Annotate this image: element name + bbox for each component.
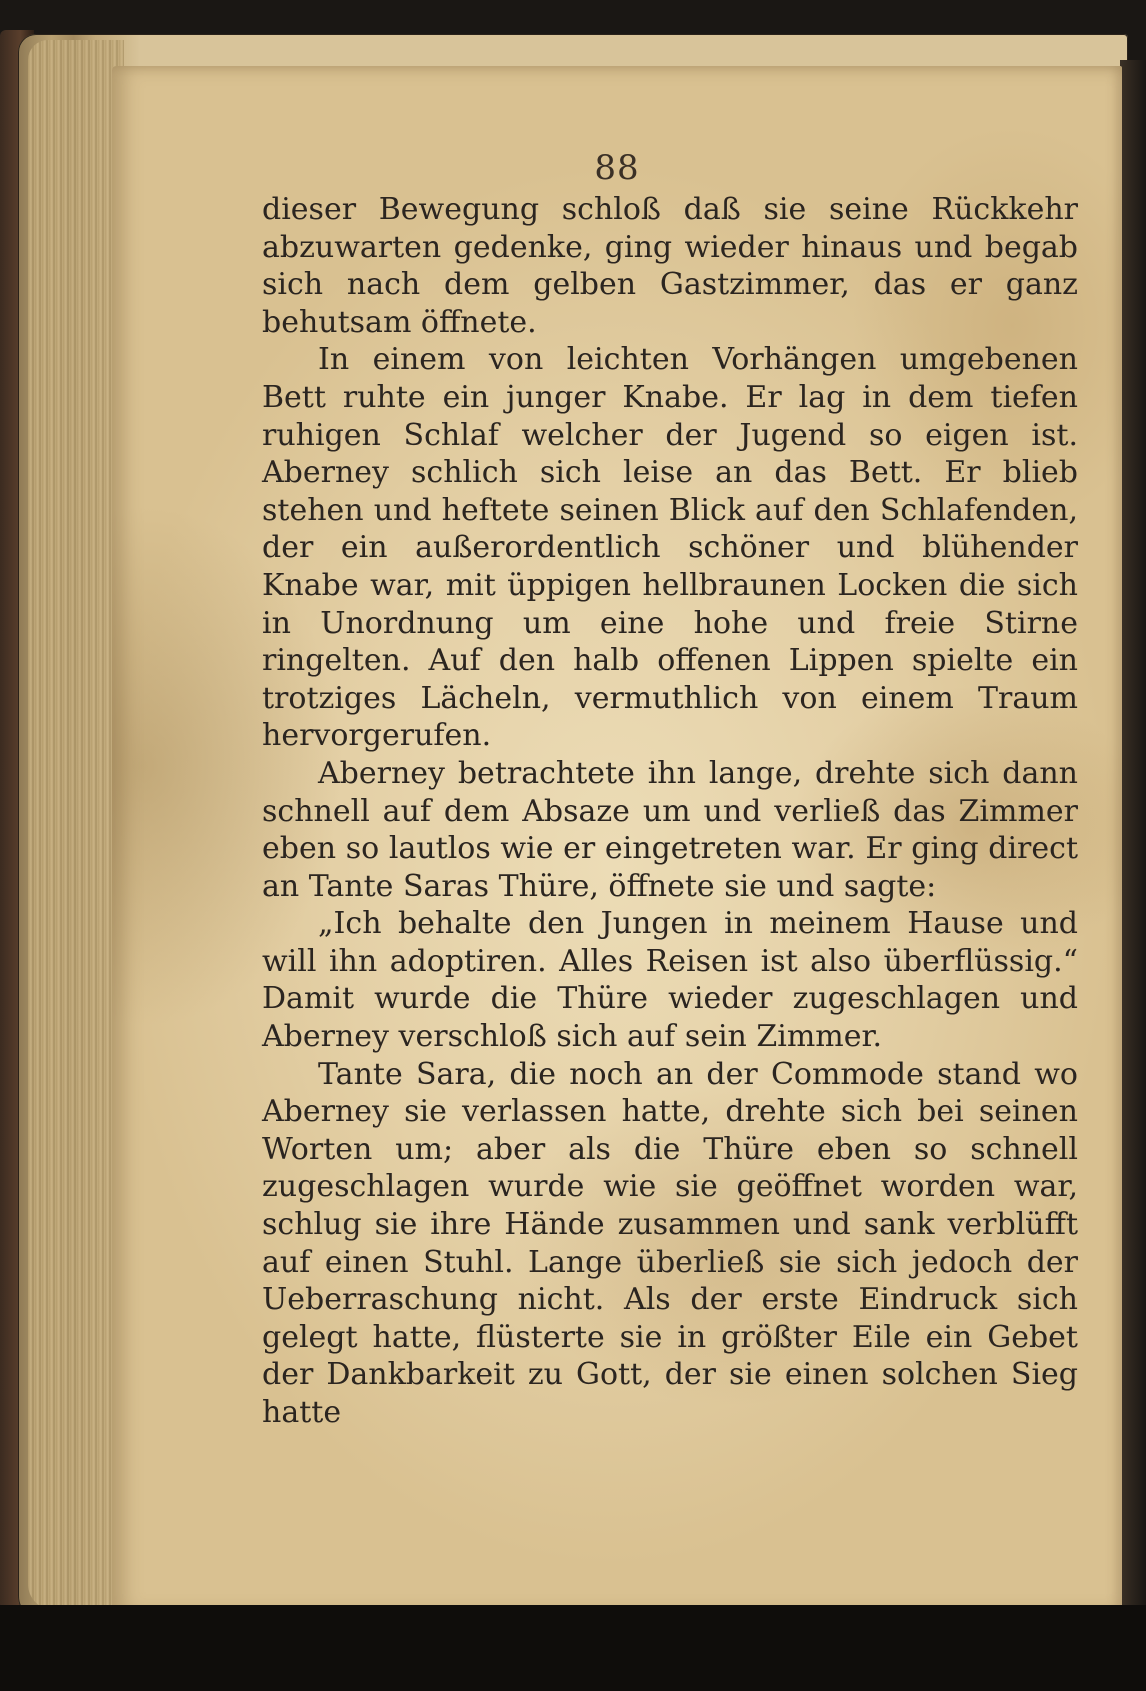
page-text <box>262 191 1078 1432</box>
book-page <box>112 66 1122 1614</box>
paragraph-2: In einem von leichten Vorhängen umgebenen Bett ruhte ein junger Knabe. Er lag in dem tiefen ruhigen Schlaf welcher der Jugend so eigen ist. Aberney schlich sich leise an das Bett. Er blieb stehen und heftete seinen Blick auf den Schlafenden, der ein außerordentlich schöner und blühender Knabe war, mit üppigen hellbraunen Locken die sich in Unordnung um eine hohe und freie Stirne ringelten. Auf den halb offenen Lippen spielte ein trotziges Lächeln, vermuthlich von einem Traum hervorgerufen. <box>262 342 1078 754</box>
paragraph-1: dieser Bewegung schloß daß sie seine Rückkehr abzuwarten gedenke, ging wieder hinaus und begab sich nach dem gelben Gastzimmer, das er ganz behutsam öffnete. <box>262 192 1078 340</box>
bottom-shadow <box>0 1605 1146 1691</box>
page-edges <box>28 40 124 1610</box>
paragraph-4: „Ich behalte den Jungen in meinem Hause und will ihn adoptiren. Alles Reisen ist also überflüssig.“ Damit wurde die Thüre wieder zugeschlagen und Aberney verschloß sich auf sein Zimmer. <box>262 906 1078 1055</box>
page-number: 88 <box>594 148 640 188</box>
paragraph-3: Aberney betrachtete ihn lange, drehte sich dann schnell auf dem Absaze um und verließ das Zimmer eben so lautlos wie er eingetreten war. Er ging direct an Tante Saras Thüre, öffnete sie und sagte: <box>262 755 1078 904</box>
paragraph-5: Tante Sara, die noch an der Commode stand wo Aberney sie verlassen hatte, drehte sich bei seinen Worten um; aber als die Thüre eben so schnell zugeschlagen wurde wie sie geöffnet worden war, schlug sie ihre Hände zusammen und sank verblüfft auf einen Stuhl. Lange überließ sie sich jedoch der Ueberraschung nicht. Als der erste Eindruck sich gelegt hatte, flüsterte sie in größter Eile ein Gebet der Dankbarkeit zu Gott, der sie einen solchen Sieg hatte <box>262 1056 1078 1430</box>
right-binding-edge <box>1120 60 1146 1620</box>
